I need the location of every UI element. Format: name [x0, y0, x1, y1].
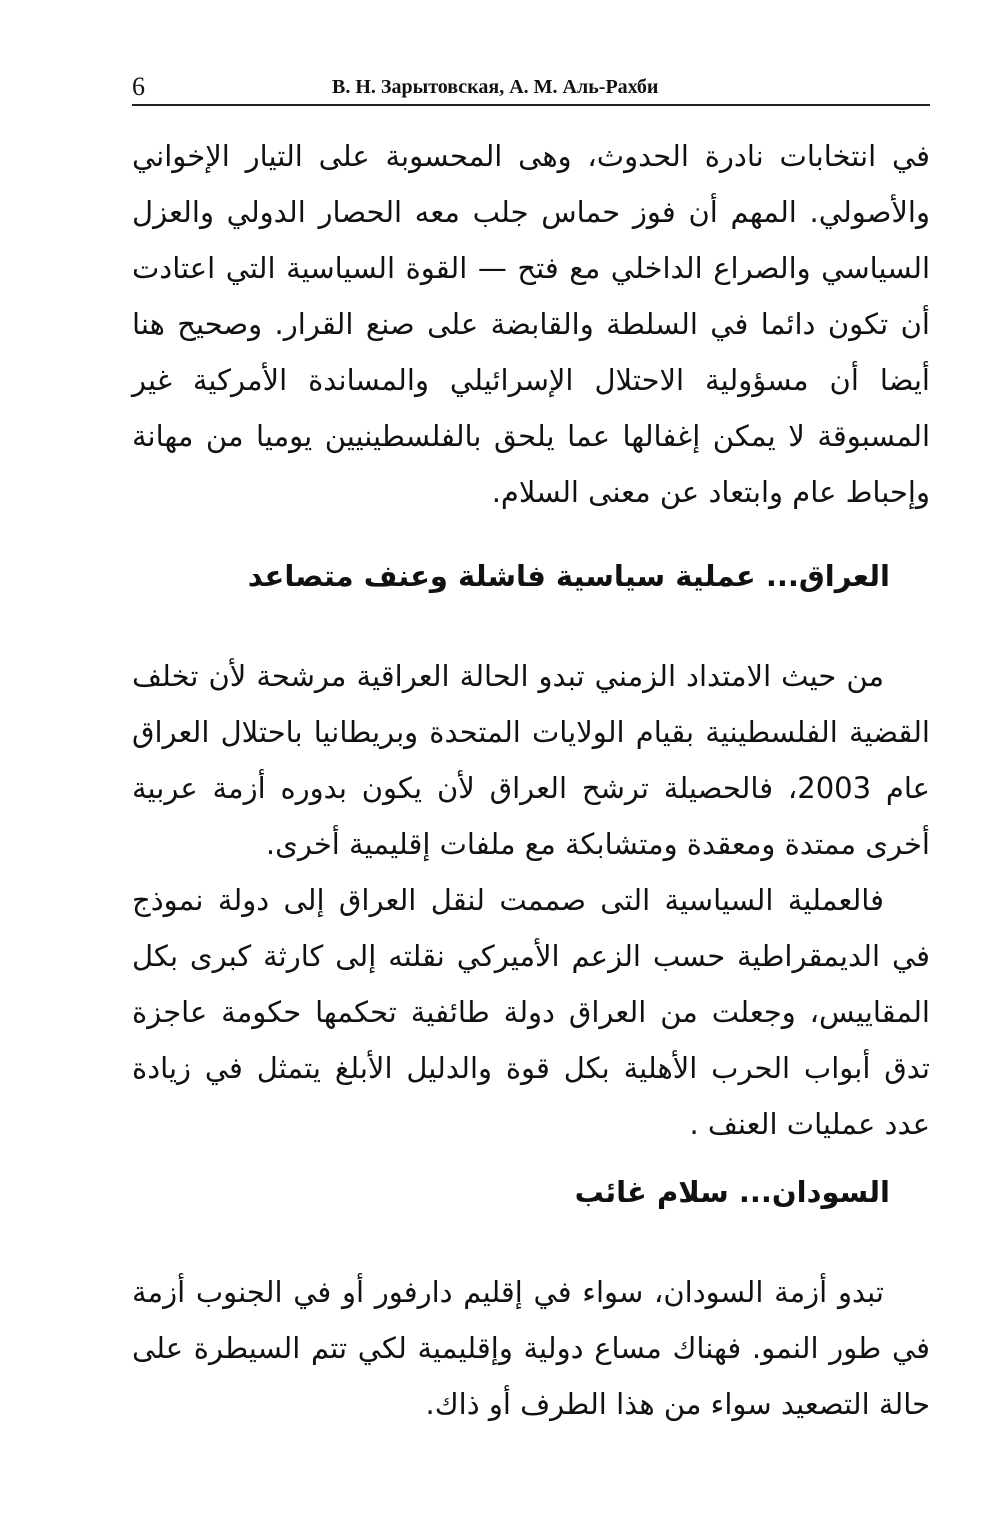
header-authors: В. Н. Зарытовская, А. М. Аль-Рахби [332, 76, 659, 98]
section-heading-sudan: السودان... سلام غائب [574, 1175, 890, 1209]
paragraph-palestine-conclusion: في انتخابات نادرة الحدوث، وهى المحسوبة على التيار الإخواني والأصولي. المهم أن فوز حماس جلب معه الحصار الدولي والعزل السياسي والصراع الداخلي مع فتح — القوة السياسية التي اعتادت أن تكون دائما في السلطة والقابضة على صنع القرار. وصحيح هنا أيضا أن مسؤولية الاحتلال الإسرائيلي والمساندة الأمركية غير المسبوقة لا يمكن إغفالها عما يلحق بالفلسطينيين يوميا من مهانة وإحباط عام وابتعاد عن معنى السلام. [132, 139, 930, 509]
paragraph-iraq-political-process: فالعملية السياسية التى صممت لنقل العراق إلى دولة نموذج في الديمقراطية حسب الزعم الأميركي نقلته إلى كارثة كبرى بكل المقاييس، وجعلت من العراق دولة طائفية تحكمها حكومة عاجزة تدق أبواب الحرب الأهلية بكل قوة والدليل الأبلغ يتمثل في زيادة عدد عمليات العنف . [132, 883, 930, 1141]
page-number: 6 [132, 72, 145, 101]
running-header [132, 64, 930, 106]
section-heading-iraq: العراق... عملية سياسية فاشلة وعنف متصاعد [247, 559, 890, 593]
paragraph-iraq-intro: من حيث الامتداد الزمني تبدو الحالة العراقية مرشحة لأن تخلف القضية الفلسطينية بقيام الولايات المتحدة وبريطانيا باحتلال العراق عام 2003، فالحصيلة ترشح العراق لأن يكون بدوره أزمة عربية أخرى ممتدة ومعقدة ومتشابكة مع ملفات إقليمية أخرى. [132, 659, 930, 861]
paragraph-sudan: تبدو أزمة السودان، سواء في إقليم دارفور أو في الجنوب أزمة في طور النمو. فهناك مساع دولية وإقليمية لكي تتم السيطرة على حالة التصعيد سواء من هذا الطرف أو ذاك. [132, 1275, 930, 1421]
